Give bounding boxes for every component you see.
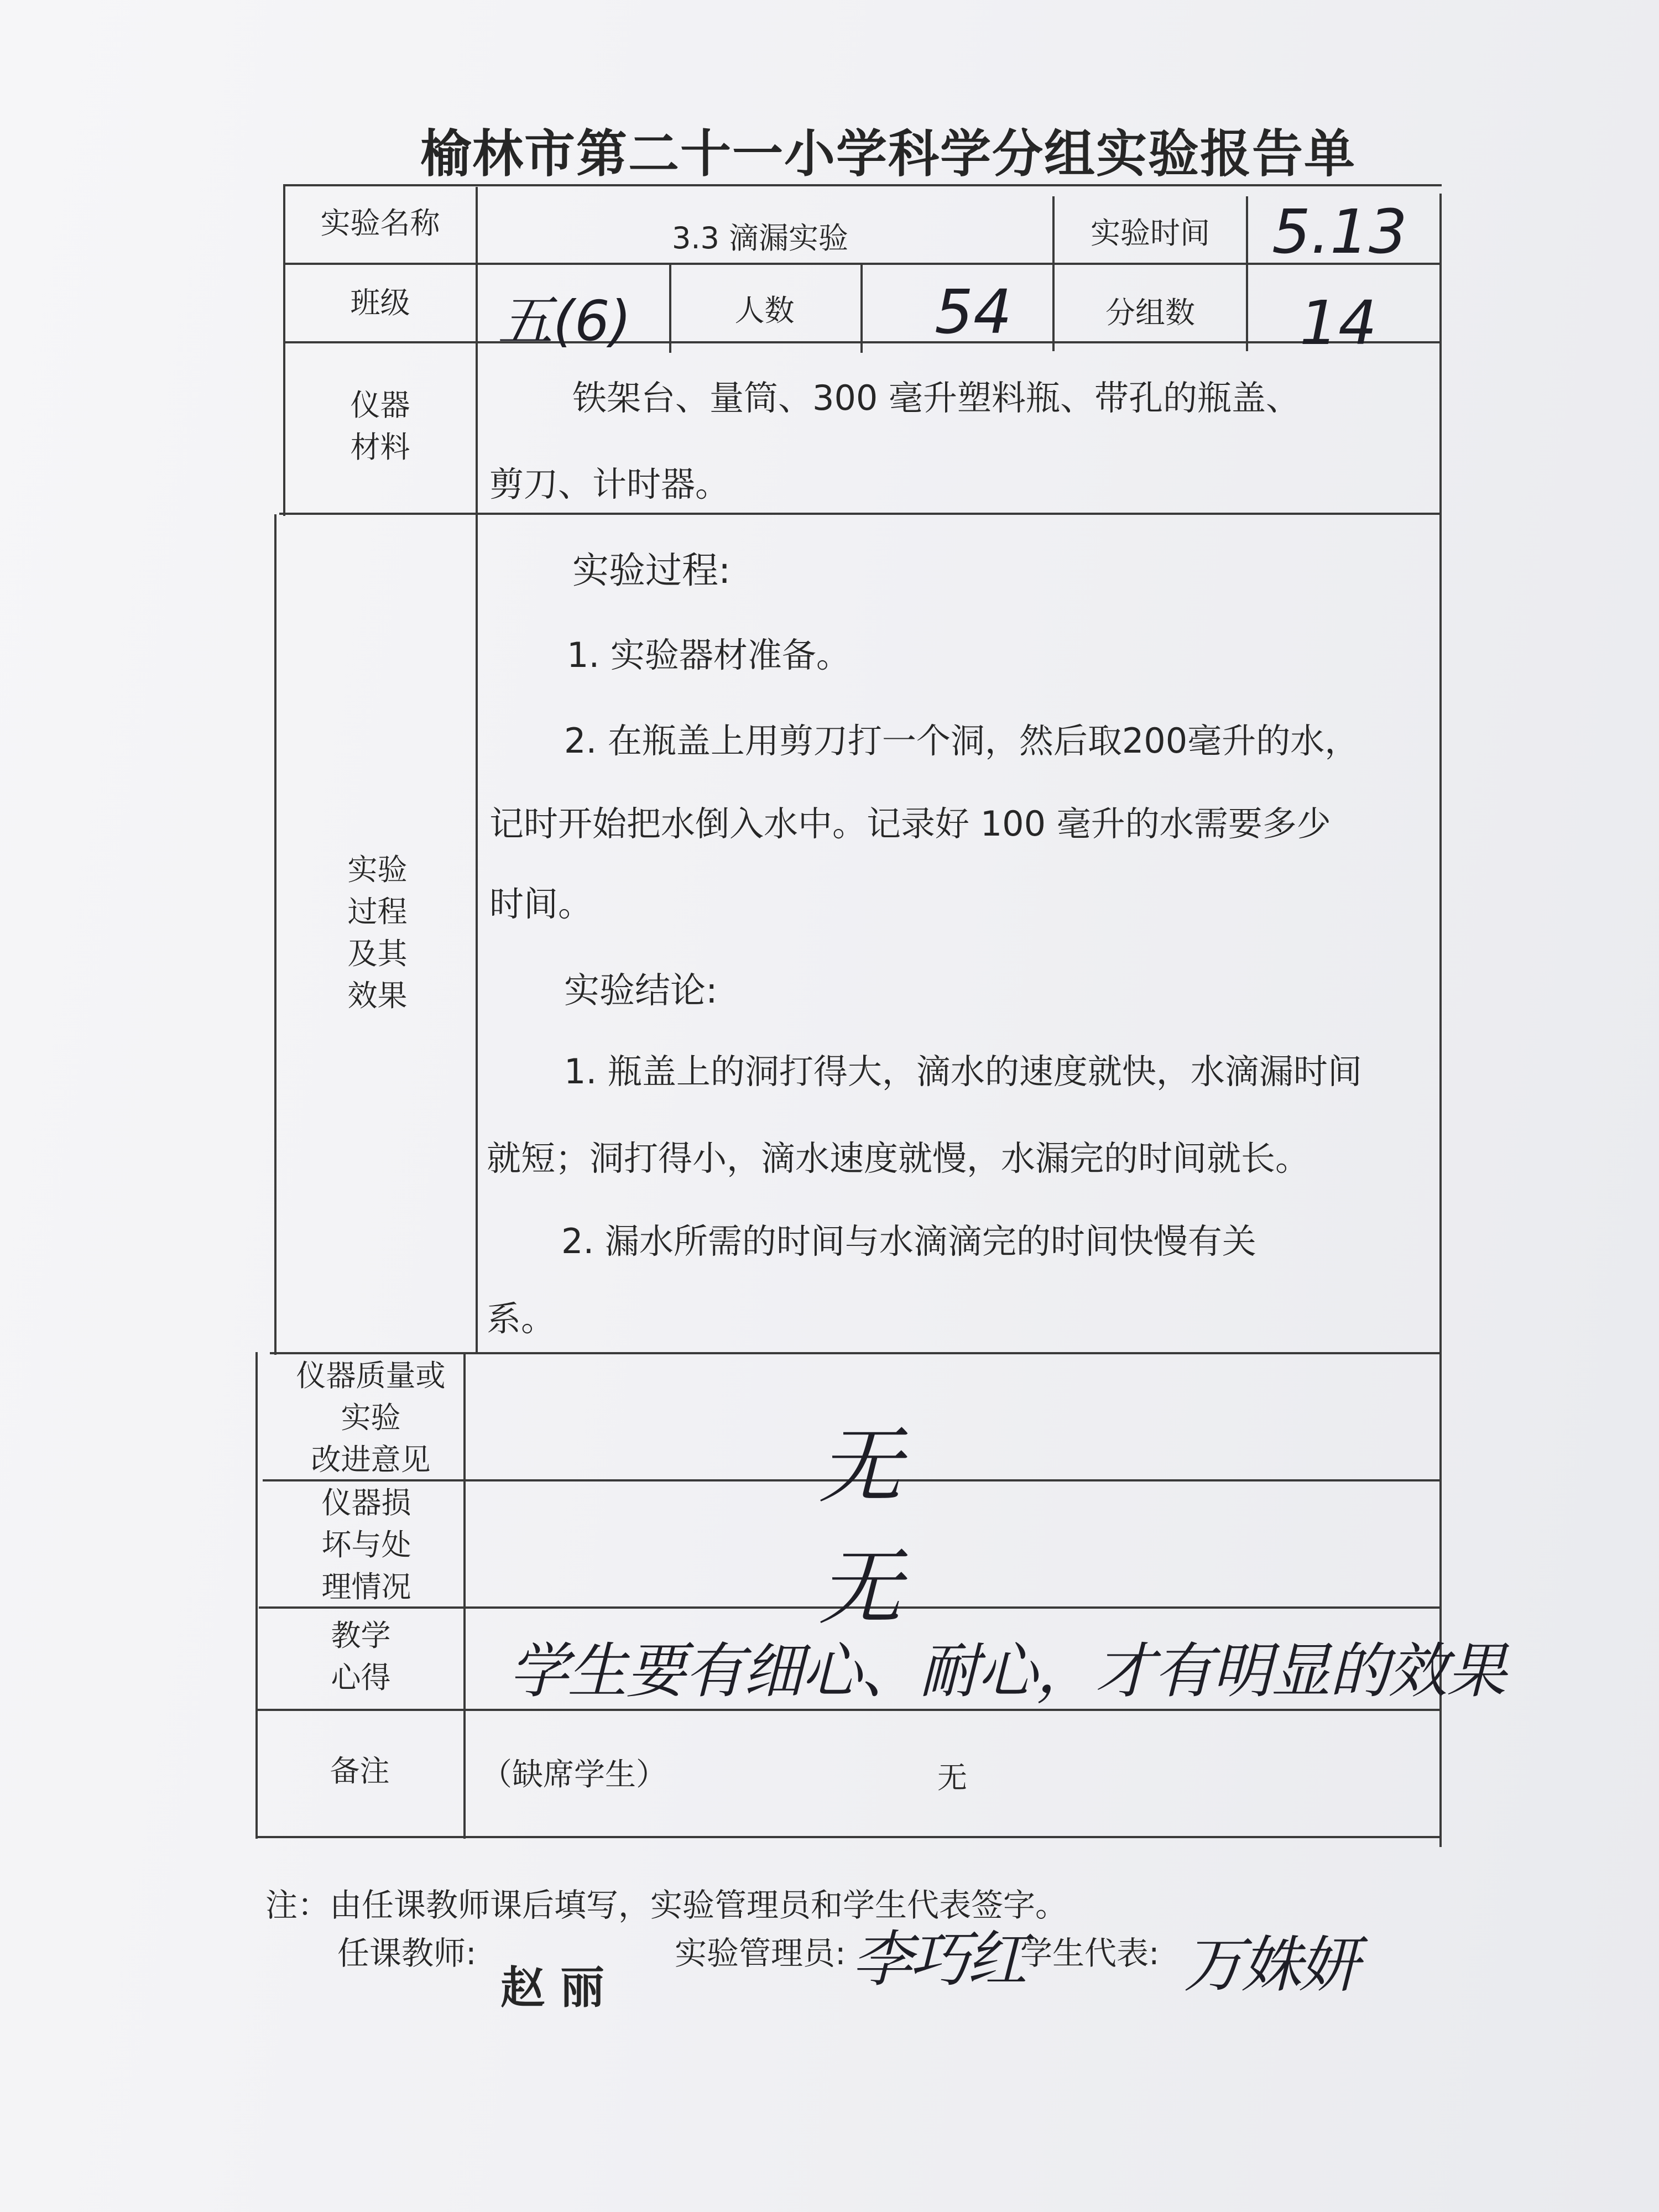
process-line-2: 1. 实验器材准备。 <box>567 635 851 675</box>
class-value: 五(6) <box>498 289 632 353</box>
row-line-1 <box>283 263 1442 265</box>
row-line-bottom <box>255 1836 1442 1838</box>
count-value: 54 <box>935 276 1012 347</box>
table-border-left-top <box>283 184 285 516</box>
damage-value: 无 <box>818 1540 902 1636</box>
manager-label: 实验管理员: <box>675 1934 846 1972</box>
process-line-9: 2. 漏水所需的时间与水滴滴完的时间快慢有关 <box>561 1221 1256 1261</box>
damage-label: 仪器损 坏与处 理情况 <box>321 1485 411 1604</box>
groups-label: 分组数 <box>1105 295 1195 330</box>
experiment-name-label: 实验名称 <box>320 206 440 241</box>
experiment-time-value: 5.13 <box>1272 196 1407 267</box>
table-border-left-mid <box>274 514 276 1355</box>
materials-line-2: 剪刀、计时器。 <box>489 464 730 504</box>
table-border-right <box>1439 194 1442 1847</box>
row-line-7 <box>257 1709 1442 1711</box>
process-line-7: 1. 瓶盖上的洞打得大，滴水的速度就快，水滴漏时间 <box>564 1051 1362 1092</box>
quality-value: 无 <box>818 1418 902 1515</box>
materials-label: 仪器 材料 <box>350 388 410 465</box>
row1-divider-a <box>1052 196 1055 351</box>
process-line-8: 就短；洞打得小，滴水速度就慢，水漏完的时间就长。 <box>487 1138 1310 1178</box>
row1-divider-b <box>1246 196 1248 351</box>
process-line-3: 2. 在瓶盖上用剪刀打一个洞，然后取200毫升的水， <box>564 721 1359 761</box>
process-line-6: 实验结论: <box>564 971 718 1011</box>
manager-signature: 李巧红 <box>852 1924 1024 1995</box>
teacher-signature: 赵 丽 <box>500 1961 604 2013</box>
remark-note: （缺席学生） <box>481 1757 667 1793</box>
document-title: 榆林市第二十一小学科学分组实验报告单 <box>420 124 1357 184</box>
row2-divider-b <box>860 264 863 353</box>
groups-value: 14 <box>1300 288 1377 358</box>
student-signature: 万姝妍 <box>1183 1929 1356 2000</box>
teacher-label: 任课教师: <box>337 1934 477 1972</box>
process-line-10: 系。 <box>487 1298 556 1339</box>
row2-divider-a <box>669 264 671 353</box>
teaching-label: 教学 心得 <box>331 1618 391 1695</box>
process-line-4: 记时开始把水倒入水中。记录好 100 毫升的水需要多少 <box>489 804 1331 844</box>
row-line-2 <box>283 341 1442 343</box>
process-label: 实验 过程 及其 效果 <box>347 852 408 1013</box>
row-line-3 <box>279 513 1442 515</box>
process-line-1: 实验过程: <box>572 549 731 592</box>
materials-line-1: 铁架台、量筒、300 毫升塑料瓶、带孔的瓶盖、 <box>572 378 1301 418</box>
quality-label: 仪器质量或 实验 改进意见 <box>296 1358 446 1477</box>
footer-note: 注：由任课教师课后填写，实验管理员和学生代表签字。 <box>265 1886 1068 1924</box>
table-border-left-bottom <box>255 1352 258 1839</box>
process-line-5: 时间。 <box>489 884 593 924</box>
remark-label: 备注 <box>330 1754 390 1788</box>
label-column-divider <box>476 187 478 1354</box>
class-label: 班级 <box>350 285 410 320</box>
remark-value: 无 <box>937 1760 967 1795</box>
student-label: 学生代表: <box>1020 1934 1160 1972</box>
count-label: 人数 <box>734 293 795 328</box>
row-line-top <box>283 184 1442 186</box>
row-line-4 <box>270 1352 1442 1354</box>
teaching-value: 学生要有细心、耐心，才有明显的效果 <box>509 1637 1506 1706</box>
experiment-time-label: 实验时间 <box>1091 216 1210 251</box>
experiment-name-value: 3.3 滴漏实验 <box>672 221 849 255</box>
